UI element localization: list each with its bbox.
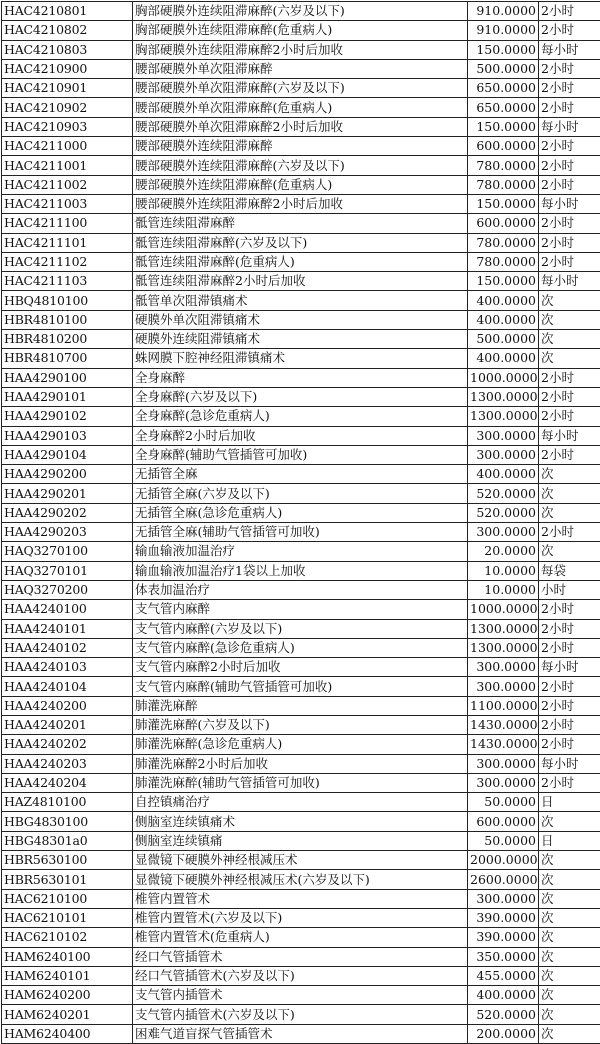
item-name-cell: 无插管全麻(辅助气管插管可加收) bbox=[133, 523, 468, 542]
price-cell: 600.0000 bbox=[468, 812, 539, 831]
unit-cell: 次 bbox=[539, 465, 600, 484]
item-code-cell: HBQ4810100 bbox=[2, 291, 133, 310]
unit-cell: 2小时 bbox=[539, 523, 600, 542]
price-cell: 1430.0000 bbox=[468, 715, 539, 734]
item-code-cell: HAA4240103 bbox=[2, 658, 133, 677]
price-cell: 500.0000 bbox=[468, 59, 539, 78]
unit-cell: 每小时 bbox=[539, 40, 600, 59]
table-row bbox=[2, 715, 600, 734]
item-code-cell: HAQ3270100 bbox=[2, 542, 133, 561]
table-row bbox=[2, 619, 600, 638]
item-name-cell: 骶管连续阻滞麻醉(危重病人) bbox=[133, 252, 468, 271]
item-code-cell: HAC4210802 bbox=[2, 21, 133, 40]
price-cell: 300.0000 bbox=[468, 426, 539, 445]
item-code-cell: HBR4810100 bbox=[2, 310, 133, 329]
item-name-cell: 骶管连续阻滞麻醉2小时后加收 bbox=[133, 272, 468, 291]
unit-cell: 每小时 bbox=[539, 117, 600, 136]
unit-cell: 2小时 bbox=[539, 735, 600, 754]
item-code-cell: HAQ3270101 bbox=[2, 561, 133, 580]
price-cell: 1300.0000 bbox=[468, 387, 539, 406]
unit-cell: 每小时 bbox=[539, 754, 600, 773]
item-name-cell: 蛛网膜下腔神经阻滞镇痛术 bbox=[133, 349, 468, 368]
item-code-cell: HAC4210903 bbox=[2, 117, 133, 136]
item-code-cell: HAC4211101 bbox=[2, 233, 133, 252]
item-code-cell: HBR4810700 bbox=[2, 349, 133, 368]
table-row bbox=[2, 561, 600, 580]
item-name-cell: 腰部硬膜外连续阻滞麻醉(危重病人) bbox=[133, 175, 468, 194]
item-name-cell: 全身麻醉(辅助气管插管可加收) bbox=[133, 445, 468, 464]
table-row bbox=[2, 310, 600, 329]
table-row bbox=[2, 812, 600, 831]
unit-cell: 每小时 bbox=[539, 194, 600, 213]
unit-cell: 次 bbox=[539, 503, 600, 522]
item-code-cell: HAC4210801 bbox=[2, 2, 133, 21]
item-name-cell: 困难气道盲探气管插管术 bbox=[133, 1024, 468, 1043]
unit-cell: 次 bbox=[539, 812, 600, 831]
item-code-cell: HAC4210902 bbox=[2, 98, 133, 117]
item-code-cell: HAC4210803 bbox=[2, 40, 133, 59]
unit-cell: 2小时 bbox=[539, 715, 600, 734]
unit-cell: 次 bbox=[539, 966, 600, 985]
item-name-cell: 骶管连续阻滞麻醉 bbox=[133, 214, 468, 233]
item-code-cell: HAM6240200 bbox=[2, 986, 133, 1005]
unit-cell: 2小时 bbox=[539, 175, 600, 194]
table-row bbox=[2, 465, 600, 484]
table-row bbox=[2, 773, 600, 792]
unit-cell: 日 bbox=[539, 831, 600, 850]
item-name-cell: 支气管内麻醉(辅助气管插管可加收) bbox=[133, 677, 468, 696]
unit-cell: 2小时 bbox=[539, 21, 600, 40]
table-row bbox=[2, 426, 600, 445]
price-cell: 400.0000 bbox=[468, 986, 539, 1005]
item-name-cell: 全身麻醉2小时后加收 bbox=[133, 426, 468, 445]
table-row bbox=[2, 696, 600, 715]
item-code-cell: HAC4211103 bbox=[2, 272, 133, 291]
table-row bbox=[2, 137, 600, 156]
item-name-cell: 肺灌洗麻醉(辅助气管插管可加收) bbox=[133, 773, 468, 792]
unit-cell: 次 bbox=[539, 908, 600, 927]
unit-cell: 2小时 bbox=[539, 368, 600, 387]
item-code-cell: HAA4240101 bbox=[2, 619, 133, 638]
table-row bbox=[2, 79, 600, 98]
price-cell: 400.0000 bbox=[468, 349, 539, 368]
item-name-cell: 硬膜外连续阻滞镇痛术 bbox=[133, 330, 468, 349]
table-row bbox=[2, 59, 600, 78]
table-row bbox=[2, 194, 600, 213]
item-name-cell: 显微镜下硬膜外神经根减压术(六岁及以下) bbox=[133, 870, 468, 889]
item-code-cell: HAC6210102 bbox=[2, 928, 133, 947]
unit-cell: 2小时 bbox=[539, 600, 600, 619]
item-name-cell: 侧脑室连续镇痛术 bbox=[133, 812, 468, 831]
table-row bbox=[2, 523, 600, 542]
price-cell: 50.0000 bbox=[468, 831, 539, 850]
unit-cell: 2小时 bbox=[539, 2, 600, 21]
item-name-cell: 肺灌洗麻醉 bbox=[133, 696, 468, 715]
unit-cell: 次 bbox=[539, 349, 600, 368]
table-row bbox=[2, 677, 600, 696]
price-cell: 1000.0000 bbox=[468, 600, 539, 619]
item-name-cell: 腰部硬膜外连续阻滞麻醉(六岁及以下) bbox=[133, 156, 468, 175]
price-cell: 2000.0000 bbox=[468, 851, 539, 870]
unit-cell: 每袋 bbox=[539, 561, 600, 580]
item-name-cell: 肺灌洗麻醉(急诊危重病人) bbox=[133, 735, 468, 754]
unit-cell: 次 bbox=[539, 330, 600, 349]
table-row bbox=[2, 1024, 600, 1043]
price-cell: 600.0000 bbox=[468, 137, 539, 156]
item-name-cell: 胸部硬膜外连续阻滞麻醉2小时后加收 bbox=[133, 40, 468, 59]
item-name-cell: 经口气管插管术 bbox=[133, 947, 468, 966]
unit-cell: 2小时 bbox=[539, 619, 600, 638]
unit-cell: 2小时 bbox=[539, 445, 600, 464]
item-code-cell: HAZ4810100 bbox=[2, 793, 133, 812]
price-cell: 910.0000 bbox=[468, 2, 539, 21]
unit-cell: 2小时 bbox=[539, 98, 600, 117]
price-cell: 400.0000 bbox=[468, 310, 539, 329]
price-cell: 390.0000 bbox=[468, 908, 539, 927]
unit-cell: 小时 bbox=[539, 580, 600, 599]
item-code-cell: HAC4211100 bbox=[2, 214, 133, 233]
price-cell: 500.0000 bbox=[468, 330, 539, 349]
table-row bbox=[2, 580, 600, 599]
item-code-cell: HAA4290102 bbox=[2, 407, 133, 426]
item-code-cell: HAA4240204 bbox=[2, 773, 133, 792]
item-code-cell: HAA4240200 bbox=[2, 696, 133, 715]
price-cell: 780.0000 bbox=[468, 156, 539, 175]
item-code-cell: HAQ3270200 bbox=[2, 580, 133, 599]
price-cell: 150.0000 bbox=[468, 117, 539, 136]
table-row bbox=[2, 966, 600, 985]
unit-cell: 次 bbox=[539, 928, 600, 947]
price-cell: 350.0000 bbox=[468, 947, 539, 966]
price-cell: 400.0000 bbox=[468, 291, 539, 310]
unit-cell: 2小时 bbox=[539, 773, 600, 792]
item-code-cell: HAC4211002 bbox=[2, 175, 133, 194]
price-cell: 300.0000 bbox=[468, 677, 539, 696]
table-row bbox=[2, 117, 600, 136]
table-row bbox=[2, 368, 600, 387]
table-row bbox=[2, 2, 600, 21]
item-code-cell: HBR5630101 bbox=[2, 870, 133, 889]
price-cell: 150.0000 bbox=[468, 194, 539, 213]
table-row bbox=[2, 658, 600, 677]
unit-cell: 2小时 bbox=[539, 79, 600, 98]
item-name-cell: 无插管全麻(急诊危重病人) bbox=[133, 503, 468, 522]
table-row bbox=[2, 484, 600, 503]
item-code-cell: HAC6210100 bbox=[2, 889, 133, 908]
table-row bbox=[2, 387, 600, 406]
price-cell: 300.0000 bbox=[468, 889, 539, 908]
item-code-cell: HAA4290104 bbox=[2, 445, 133, 464]
item-code-cell: HAA4290103 bbox=[2, 426, 133, 445]
price-cell: 780.0000 bbox=[468, 233, 539, 252]
unit-cell: 2小时 bbox=[539, 137, 600, 156]
price-cell: 10.0000 bbox=[468, 561, 539, 580]
table-row bbox=[2, 851, 600, 870]
unit-cell: 每小时 bbox=[539, 272, 600, 291]
table-row bbox=[2, 349, 600, 368]
price-cell: 650.0000 bbox=[468, 79, 539, 98]
price-cell: 150.0000 bbox=[468, 40, 539, 59]
price-cell: 1000.0000 bbox=[468, 368, 539, 387]
item-code-cell: HAC4211102 bbox=[2, 252, 133, 271]
item-name-cell: 胸部硬膜外连续阻滞麻醉(危重病人) bbox=[133, 21, 468, 40]
unit-cell: 2小时 bbox=[539, 233, 600, 252]
item-code-cell: HAC6210101 bbox=[2, 908, 133, 927]
table-row bbox=[2, 445, 600, 464]
unit-cell: 次 bbox=[539, 1005, 600, 1024]
price-cell: 300.0000 bbox=[468, 773, 539, 792]
table-row bbox=[2, 156, 600, 175]
item-name-cell: 无插管全麻(六岁及以下) bbox=[133, 484, 468, 503]
price-cell: 300.0000 bbox=[468, 445, 539, 464]
unit-cell: 次 bbox=[539, 291, 600, 310]
price-cell: 910.0000 bbox=[468, 21, 539, 40]
item-name-cell: 输血输液加温治疗1袋以上加收 bbox=[133, 561, 468, 580]
item-name-cell: 胸部硬膜外连续阻滞麻醉(六岁及以下) bbox=[133, 2, 468, 21]
item-name-cell: 侧脑室连续镇痛 bbox=[133, 831, 468, 850]
item-code-cell: HAA4240102 bbox=[2, 638, 133, 657]
unit-cell: 日 bbox=[539, 793, 600, 812]
table-row bbox=[2, 252, 600, 271]
unit-cell: 次 bbox=[539, 542, 600, 561]
table-row bbox=[2, 831, 600, 850]
table-row bbox=[2, 793, 600, 812]
price-cell: 780.0000 bbox=[468, 252, 539, 271]
table-row bbox=[2, 638, 600, 657]
item-name-cell: 支气管内插管术 bbox=[133, 986, 468, 1005]
price-cell: 20.0000 bbox=[468, 542, 539, 561]
item-name-cell: 椎管内置管术(危重病人) bbox=[133, 928, 468, 947]
item-name-cell: 肺灌洗麻醉2小时后加收 bbox=[133, 754, 468, 773]
unit-cell: 2小时 bbox=[539, 387, 600, 406]
price-cell: 50.0000 bbox=[468, 793, 539, 812]
price-cell: 520.0000 bbox=[468, 503, 539, 522]
unit-cell: 每小时 bbox=[539, 426, 600, 445]
item-code-cell: HAA4290201 bbox=[2, 484, 133, 503]
table-row bbox=[2, 600, 600, 619]
item-code-cell: HBR4810200 bbox=[2, 330, 133, 349]
table-row bbox=[2, 986, 600, 1005]
item-name-cell: 显微镜下硬膜外神经根减压术 bbox=[133, 851, 468, 870]
unit-cell: 次 bbox=[539, 484, 600, 503]
item-code-cell: HBR5630100 bbox=[2, 851, 133, 870]
price-cell: 600.0000 bbox=[468, 214, 539, 233]
unit-cell: 2小时 bbox=[539, 156, 600, 175]
table-row bbox=[2, 754, 600, 773]
price-cell: 520.0000 bbox=[468, 1005, 539, 1024]
item-name-cell: 腰部硬膜外单次阻滞麻醉(六岁及以下) bbox=[133, 79, 468, 98]
item-name-cell: 肺灌洗麻醉(六岁及以下) bbox=[133, 715, 468, 734]
item-code-cell: HAA4290200 bbox=[2, 465, 133, 484]
item-name-cell: 支气管内插管术(六岁及以下) bbox=[133, 1005, 468, 1024]
item-code-cell: HAA4240202 bbox=[2, 735, 133, 754]
item-code-cell: HAM6240100 bbox=[2, 947, 133, 966]
item-name-cell: 腰部硬膜外连续阻滞麻醉2小时后加收 bbox=[133, 194, 468, 213]
item-name-cell: 体表加温治疗 bbox=[133, 580, 468, 599]
item-name-cell: 腰部硬膜外单次阻滞麻醉2小时后加收 bbox=[133, 117, 468, 136]
table-row bbox=[2, 870, 600, 889]
item-name-cell: 支气管内麻醉(六岁及以下) bbox=[133, 619, 468, 638]
price-cell: 780.0000 bbox=[468, 175, 539, 194]
table-row bbox=[2, 889, 600, 908]
table-row bbox=[2, 272, 600, 291]
item-code-cell: HAA4240203 bbox=[2, 754, 133, 773]
table-row bbox=[2, 21, 600, 40]
item-code-cell: HAA4290101 bbox=[2, 387, 133, 406]
item-name-cell: 支气管内麻醉(急诊危重病人) bbox=[133, 638, 468, 657]
table-row bbox=[2, 542, 600, 561]
item-code-cell: HAM6240101 bbox=[2, 966, 133, 985]
item-code-cell: HAA4290203 bbox=[2, 523, 133, 542]
item-code-cell: HAA4240100 bbox=[2, 600, 133, 619]
fee-table-body bbox=[2, 2, 600, 1044]
price-cell: 1430.0000 bbox=[468, 735, 539, 754]
unit-cell: 次 bbox=[539, 870, 600, 889]
item-name-cell: 无插管全麻 bbox=[133, 465, 468, 484]
item-code-cell: HAA4240104 bbox=[2, 677, 133, 696]
table-row bbox=[2, 40, 600, 59]
item-name-cell: 全身麻醉 bbox=[133, 368, 468, 387]
item-code-cell: HAM6240201 bbox=[2, 1005, 133, 1024]
table-row bbox=[2, 407, 600, 426]
price-cell: 400.0000 bbox=[468, 465, 539, 484]
price-cell: 10.0000 bbox=[468, 580, 539, 599]
unit-cell: 每小时 bbox=[539, 658, 600, 677]
unit-cell: 2小时 bbox=[539, 638, 600, 657]
table-row bbox=[2, 175, 600, 194]
price-cell: 150.0000 bbox=[468, 272, 539, 291]
unit-cell: 次 bbox=[539, 889, 600, 908]
item-code-cell: HAA4240201 bbox=[2, 715, 133, 734]
item-name-cell: 输血输液加温治疗 bbox=[133, 542, 468, 561]
table-row bbox=[2, 503, 600, 522]
table-row bbox=[2, 928, 600, 947]
unit-cell: 2小时 bbox=[539, 59, 600, 78]
price-cell: 390.0000 bbox=[468, 928, 539, 947]
item-name-cell: 腰部硬膜外连续阻滞麻醉 bbox=[133, 137, 468, 156]
item-code-cell: HAC4210901 bbox=[2, 79, 133, 98]
table-row bbox=[2, 233, 600, 252]
price-cell: 1300.0000 bbox=[468, 619, 539, 638]
item-code-cell: HAC4211001 bbox=[2, 156, 133, 175]
table-row bbox=[2, 98, 600, 117]
unit-cell: 2小时 bbox=[539, 252, 600, 271]
unit-cell: 2小时 bbox=[539, 677, 600, 696]
item-code-cell: HAC4211003 bbox=[2, 194, 133, 213]
item-name-cell: 骶管单次阻滞镇痛术 bbox=[133, 291, 468, 310]
item-code-cell: HAA4290202 bbox=[2, 503, 133, 522]
unit-cell: 次 bbox=[539, 851, 600, 870]
item-name-cell: 腰部硬膜外单次阻滞麻醉(危重病人) bbox=[133, 98, 468, 117]
item-name-cell: 骶管连续阻滞麻醉(六岁及以下) bbox=[133, 233, 468, 252]
table-row bbox=[2, 908, 600, 927]
item-name-cell: 经口气管插管术(六岁及以下) bbox=[133, 966, 468, 985]
price-cell: 455.0000 bbox=[468, 966, 539, 985]
unit-cell: 2小时 bbox=[539, 696, 600, 715]
price-cell: 300.0000 bbox=[468, 523, 539, 542]
unit-cell: 次 bbox=[539, 947, 600, 966]
unit-cell: 2小时 bbox=[539, 407, 600, 426]
table-row bbox=[2, 214, 600, 233]
item-name-cell: 支气管内麻醉 bbox=[133, 600, 468, 619]
item-code-cell: HBG4830100 bbox=[2, 812, 133, 831]
unit-cell: 次 bbox=[539, 310, 600, 329]
item-name-cell: 硬膜外单次阻滞镇痛术 bbox=[133, 310, 468, 329]
item-name-cell: 椎管内置管术 bbox=[133, 889, 468, 908]
item-name-cell: 支气管内麻醉2小时后加收 bbox=[133, 658, 468, 677]
item-name-cell: 全身麻醉(急诊危重病人) bbox=[133, 407, 468, 426]
price-cell: 650.0000 bbox=[468, 98, 539, 117]
price-cell: 1300.0000 bbox=[468, 638, 539, 657]
price-cell: 520.0000 bbox=[468, 484, 539, 503]
item-code-cell: HAC4210900 bbox=[2, 59, 133, 78]
price-cell: 300.0000 bbox=[468, 754, 539, 773]
item-name-cell: 自控镇痛治疗 bbox=[133, 793, 468, 812]
fee-table bbox=[1, 1, 600, 1044]
unit-cell: 次 bbox=[539, 1024, 600, 1043]
item-code-cell: HBG48301a0 bbox=[2, 831, 133, 850]
table-row bbox=[2, 330, 600, 349]
item-code-cell: HAM6240400 bbox=[2, 1024, 133, 1043]
table-row bbox=[2, 947, 600, 966]
unit-cell: 2小时 bbox=[539, 214, 600, 233]
price-cell: 1300.0000 bbox=[468, 407, 539, 426]
price-cell: 300.0000 bbox=[468, 658, 539, 677]
item-name-cell: 腰部硬膜外单次阻滞麻醉 bbox=[133, 59, 468, 78]
table-row bbox=[2, 1005, 600, 1024]
item-name-cell: 椎管内置管术(六岁及以下) bbox=[133, 908, 468, 927]
price-cell: 1100.0000 bbox=[468, 696, 539, 715]
price-cell: 2600.0000 bbox=[468, 870, 539, 889]
price-cell: 200.0000 bbox=[468, 1024, 539, 1043]
table-row bbox=[2, 291, 600, 310]
unit-cell: 次 bbox=[539, 986, 600, 1005]
item-name-cell: 全身麻醉(六岁及以下) bbox=[133, 387, 468, 406]
item-code-cell: HAA4290100 bbox=[2, 368, 133, 387]
item-code-cell: HAC4211000 bbox=[2, 137, 133, 156]
table-row bbox=[2, 735, 600, 754]
